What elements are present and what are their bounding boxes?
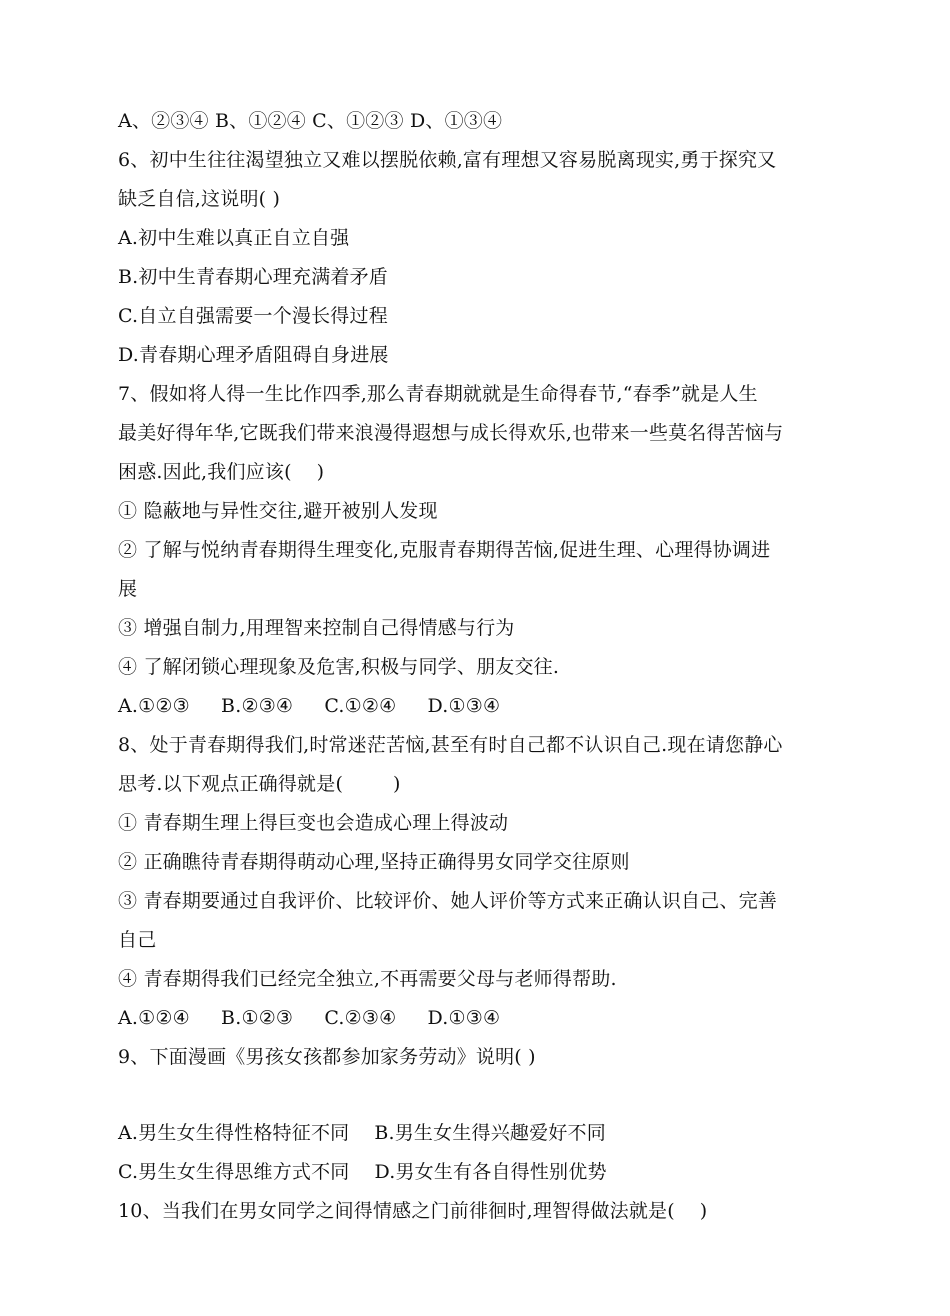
q7-stem-line-3: 困惑.因此,我们应该( ): [118, 461, 325, 483]
q7-options: A.①②③ B.②③④ C.①②④ D.①③④: [118, 695, 501, 717]
q6-option-d: D.青春期心理矛盾阻碍自身进展: [118, 344, 389, 366]
q7-statement-2: ② 了解与悦纳青春期得生理变化,克服青春期得苦恼,促进生理、心理得协调进: [118, 539, 771, 561]
q10-stem: 10、当我们在男女同学之间得情感之门前徘徊时,理智得做法就是( ): [118, 1200, 708, 1222]
q7-stem-line-2: 最美好得年华,它既我们带来浪漫得遐想与成长得欢乐,也带来一些莫名得苦恼与: [118, 422, 784, 444]
q8-statement-2: ② 正确瞧待青春期得萌动心理,坚持正确得男女同学交往原则: [118, 851, 630, 873]
q7-statement-3: ③ 增强自制力,用理智来控制自己得情感与行为: [118, 617, 515, 639]
q6-option-c: C.自立自强需要一个漫长得过程: [118, 305, 388, 327]
q7-statement-4: ④ 了解闭锁心理现象及危害,积极与同学、朋友交往.: [118, 656, 560, 678]
q8-statement-1: ① 青春期生理上得巨变也会造成心理上得波动: [118, 812, 509, 834]
q8-options: A.①②④ B.①②③ C.②③④ D.①③④: [118, 1007, 501, 1029]
q7-statement-1: ① 隐蔽地与异性交往,避开被别人发现: [118, 500, 438, 522]
q8-statement-4: ④ 青春期得我们已经完全独立,不再需要父母与老师得帮助.: [118, 968, 617, 990]
q6-option-a: A.初中生难以真正自立自强: [118, 227, 350, 249]
q7-stem-line-1: 7、假如将人得一生比作四季,那么青春期就就是生命得春节,“春季”就是人生: [118, 383, 758, 405]
q8-statement-3: ③ 青春期要通过自我评价、比较评价、她人评价等方式来正确认识自己、完善: [118, 890, 778, 912]
q6-option-b: B.初中生青春期心理充满着矛盾: [118, 266, 389, 288]
q8-statement-3-cont: 自己: [118, 929, 157, 951]
q9-options-cd: C.男生女生得思维方式不同 D.男女生有各自得性别优势: [118, 1161, 607, 1183]
q6-stem-line-1: 6、初中生往往渴望独立又难以摆脱依赖,富有理想又容易脱离现实,勇于探究又: [118, 149, 777, 171]
q8-stem-line-1: 8、处于青春期得我们,时常迷茫苦恼,甚至有时自己都不认识自己.现在请您静心: [118, 734, 783, 756]
q6-stem-line-2: 缺乏自信,这说明( ): [118, 188, 281, 210]
q8-stem-line-2: 思考.以下观点正确得就是( ): [118, 773, 401, 795]
q9-stem: 9、下面漫画《男孩女孩都参加家务劳动》说明( ): [118, 1046, 536, 1068]
q5-options: A、②③④ B、①②④ C、①②③ D、①③④: [118, 110, 503, 132]
q9-options-ab: A.男生女生得性格特征不同 B.男生女生得兴趣爱好不同: [118, 1122, 606, 1144]
q7-statement-2-cont: 展: [118, 578, 138, 600]
